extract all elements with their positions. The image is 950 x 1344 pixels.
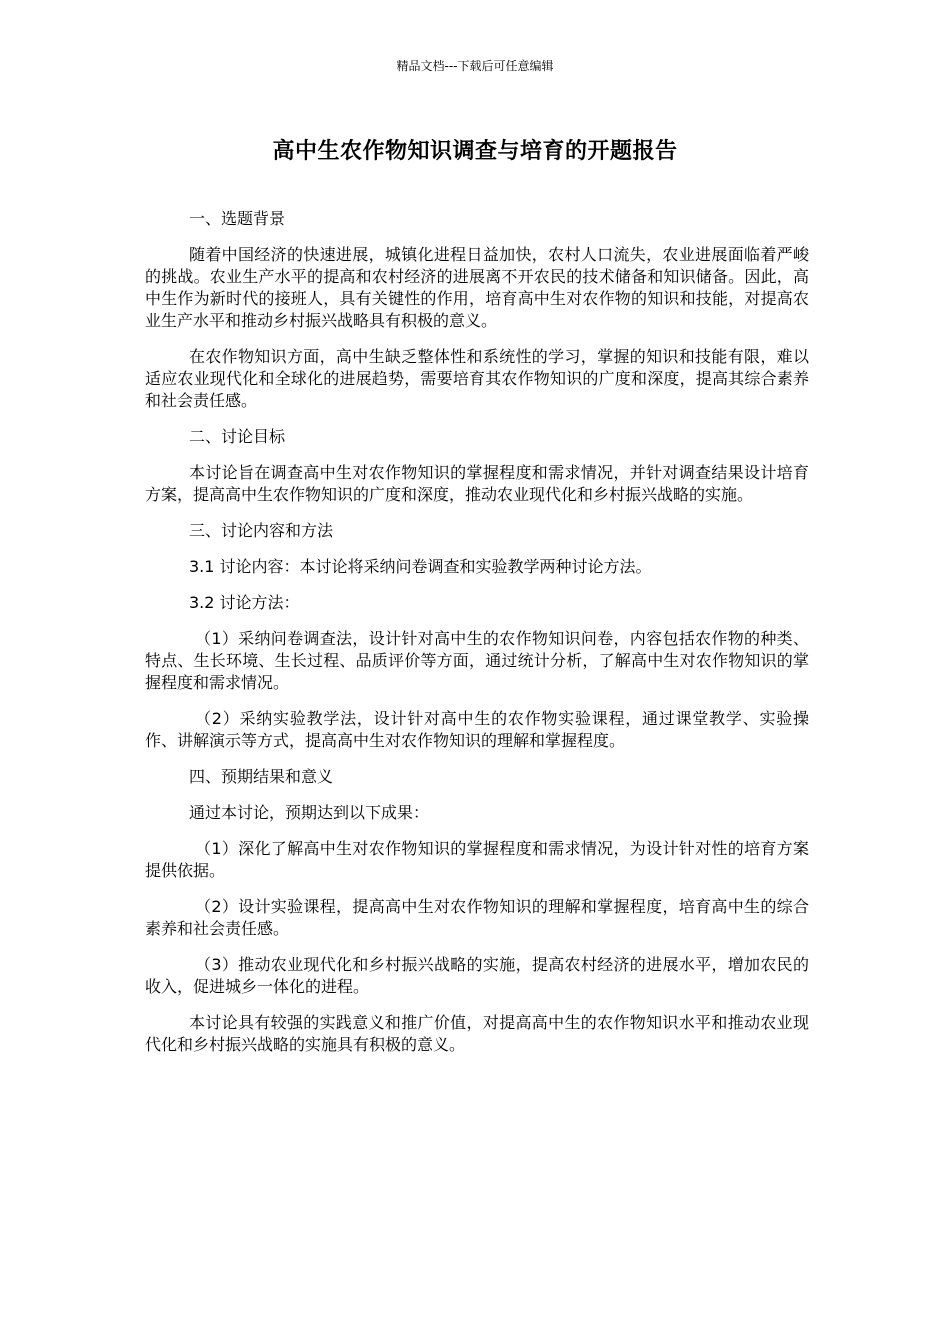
section-heading-content-methods: 三、讨论内容和方法: [189, 521, 334, 540]
paragraph-objectives: 本讨论旨在调查高中生对农作物知识的掌握程度和需求情况，并针对调查结果设计培育方案，提高高中生农作物知识的广度和深度，推动农业现代化和乡村振兴战略的实施。: [145, 463, 809, 504]
document-body: [145, 208, 809, 1070]
paragraph-conclusion: 本讨论具有较强的实践意义和推广价值，对提高高中生的农作物知识水平和推动农业现代化和乡村振兴战略的实施具有积极的意义。: [145, 1013, 809, 1054]
section-heading-objectives: 二、讨论目标: [189, 427, 286, 446]
section-heading-background: 一、选题背景: [189, 209, 286, 228]
list-item-method-survey: （1）采纳问卷调查法，设计针对高中生的农作物知识问卷，内容包括农作物的种类、特点、生长环境、生长过程、品质评价等方面，通过统计分析，了解高中生对农作物知识的掌握程度和需求情况。: [145, 629, 809, 692]
list-item-result-2: （2）设计实验课程，提高高中生对农作物知识的理解和掌握程度，培育高中生的综合素养和社会责任感。: [145, 897, 809, 938]
paragraph-background-2: 在农作物知识方面，高中生缺乏整体性和系统性的学习，掌握的知识和技能有限，难以适应农业现代化和全球化的进展趋势，需要培育其农作物知识的广度和深度，提高其综合素养和社会责任感。: [145, 347, 809, 410]
paragraph-expected-intro: 通过本讨论，预期达到以下成果：: [189, 803, 430, 822]
section-heading-expected-results: 四、预期结果和意义: [189, 767, 334, 786]
page-header-note: 精品文档---下载后可任意编辑: [396, 59, 554, 73]
paragraph-methods: 3.2 讨论方法：: [189, 593, 300, 612]
list-item-result-1: （1）深化了解高中生对农作物知识的掌握程度和需求情况，为设计针对性的培育方案提供依据。: [145, 839, 809, 880]
paragraph-background-1: 随着中国经济的快速进展，城镇化进程日益加快，农村人口流失，农业进展面临着严峻的挑战。农业生产水平的提高和农村经济的进展离不开农民的技术储备和知识储备。因此，高中生作为新时代的接班人，具有关键性的作用，培育高中生对农作物的知识和技能，对提高农业生产水平和推动乡村振兴战略具有积极的意义。: [145, 245, 809, 330]
paragraph-content: 3.1 讨论内容：本讨论将采纳问卷调查和实验教学两种讨论方法。: [189, 557, 652, 576]
document-title: 高中生农作物知识调查与培育的开题报告: [272, 139, 678, 164]
list-item-result-3: （3）推动农业现代化和乡村振兴战略的实施，提高农村经济的进展水平，增加农民的收入，促进城乡一体化的进程。: [145, 955, 809, 996]
list-item-method-experiment: （2）采纳实验教学法，设计针对高中生的农作物实验课程，通过课堂教学、实验操作、讲解演示等方式，提高高中生对农作物知识的理解和掌握程度。: [145, 709, 809, 750]
